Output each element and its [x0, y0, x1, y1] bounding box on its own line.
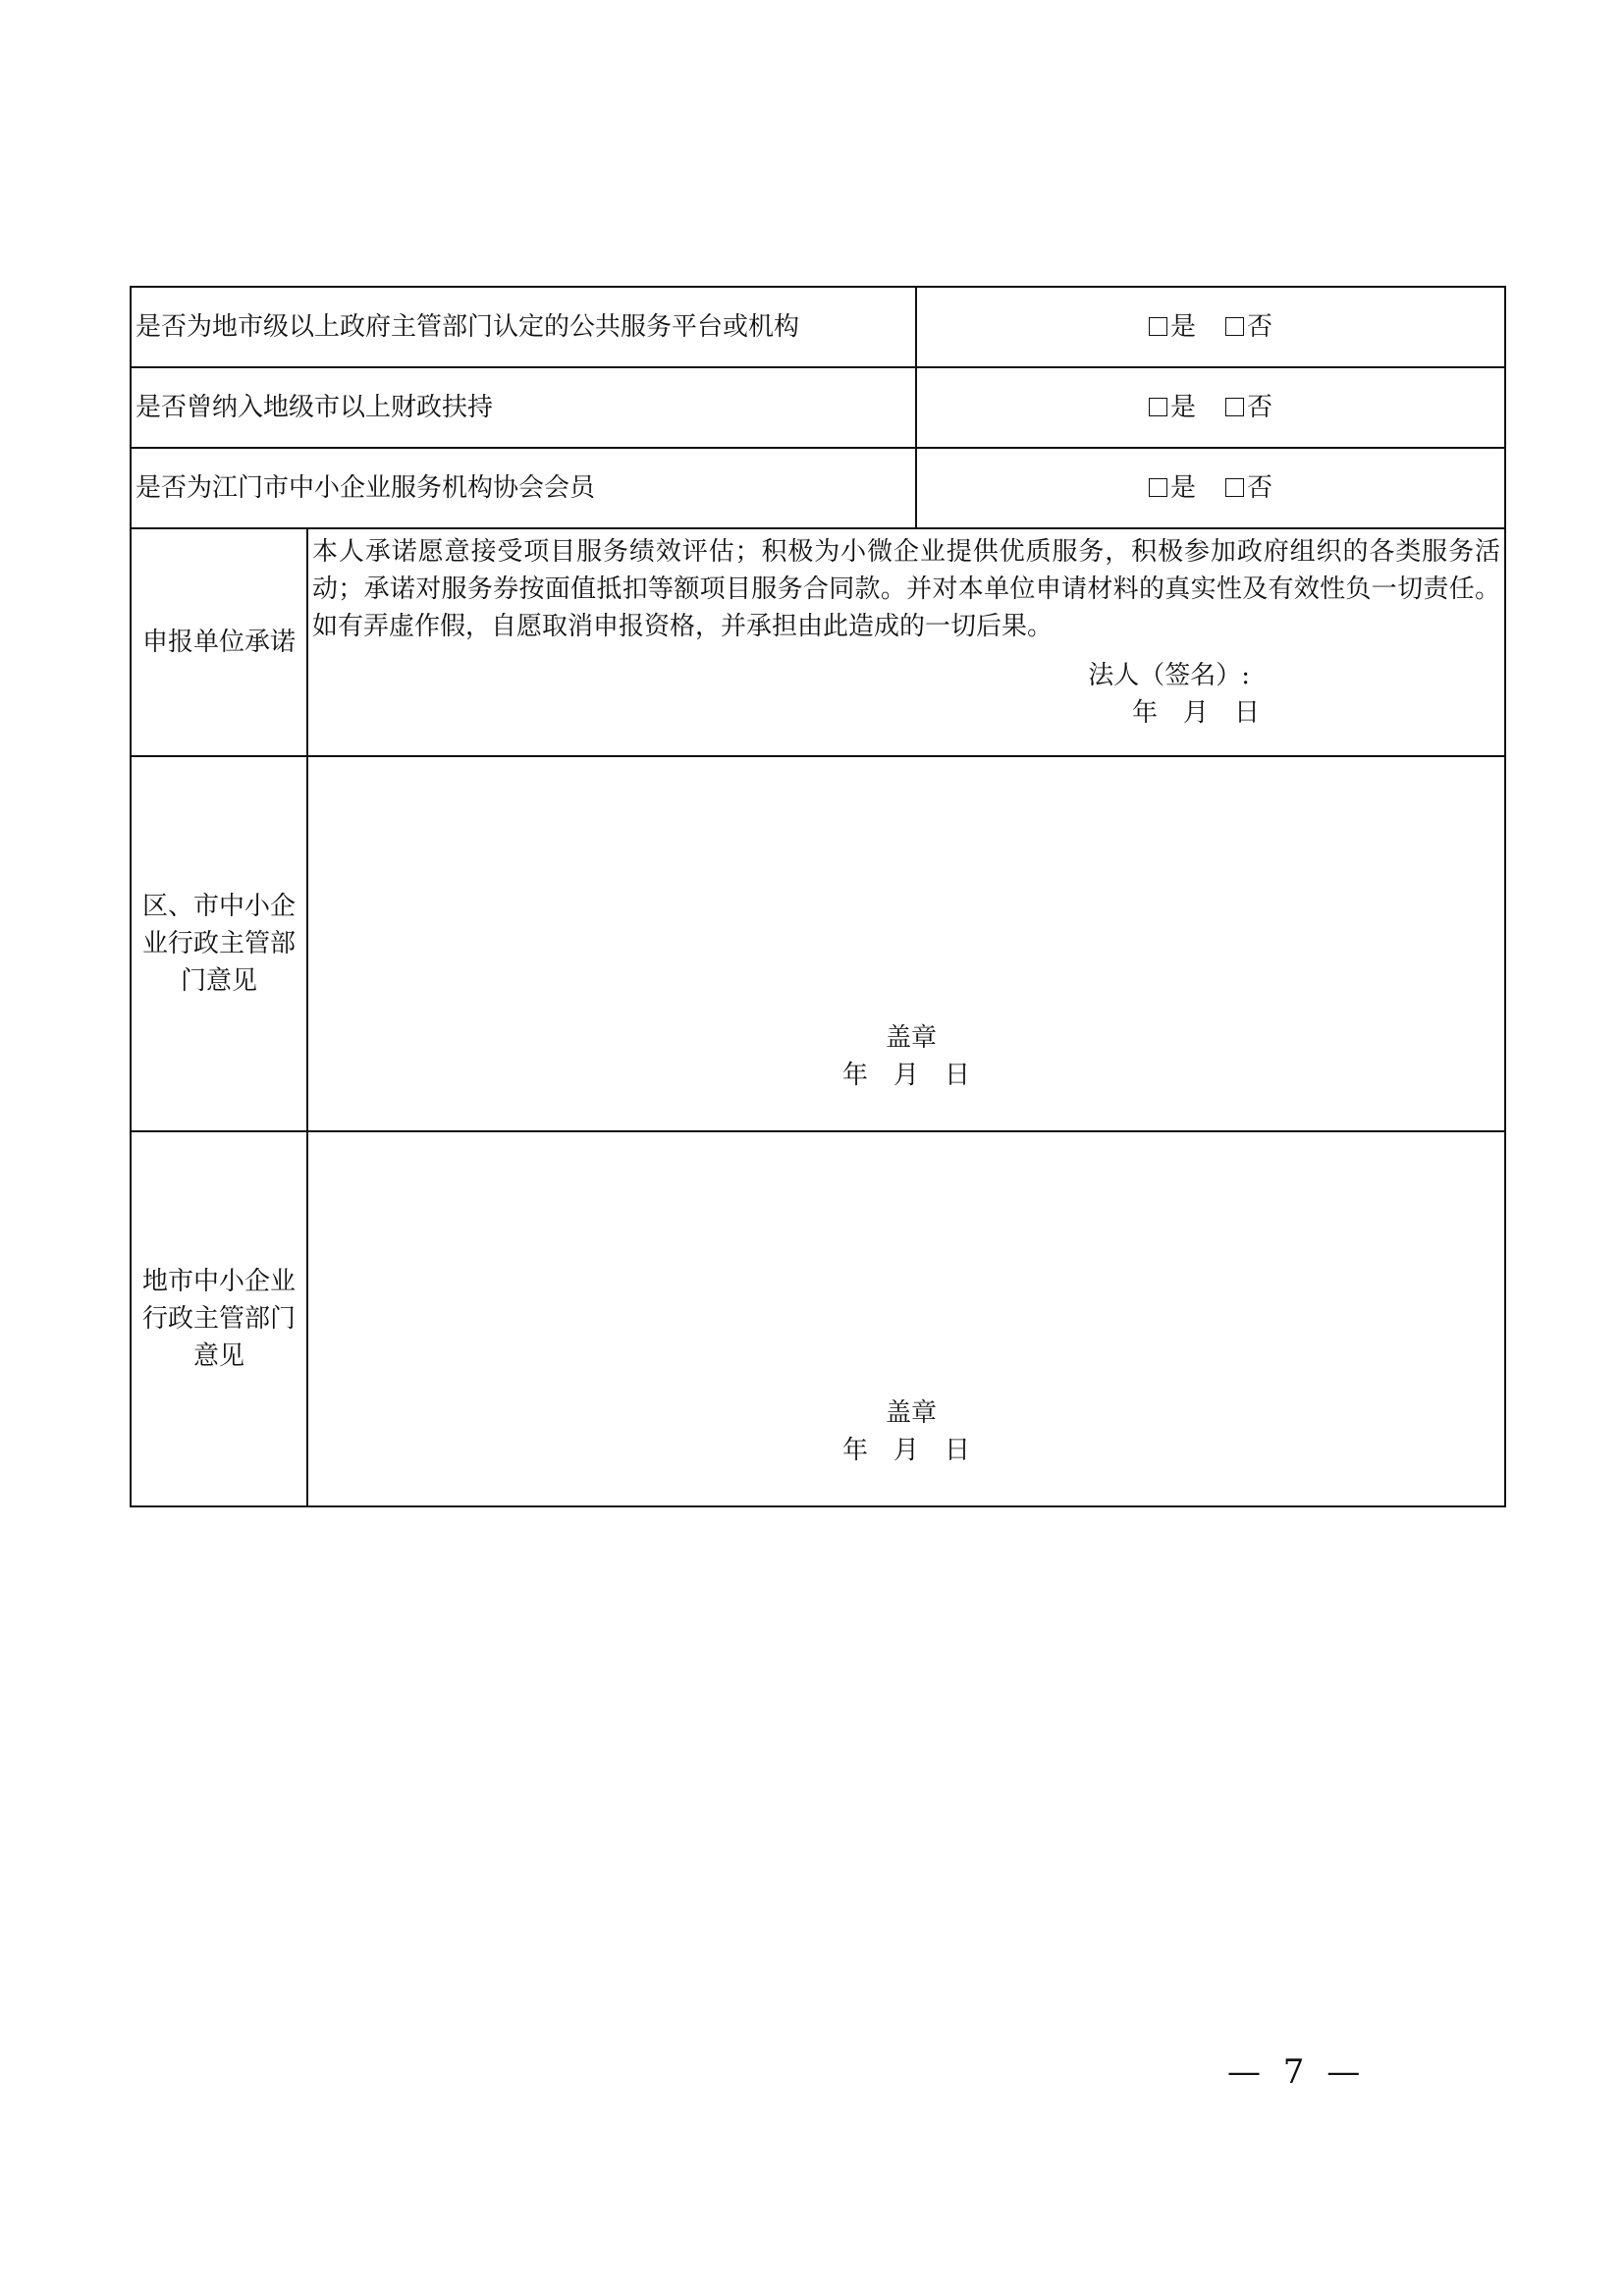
yes-no-choice	[916, 367, 1505, 448]
question-financial-support: 是否曾纳入地级市以上财政扶持	[131, 367, 916, 448]
signature-block	[312, 657, 1500, 732]
seal-date: 年 月 日	[842, 1436, 971, 1465]
district-opinion-label: 区、市中小企业行政主管部门意见	[131, 756, 307, 1131]
seal-date: 年 月 日	[842, 1061, 971, 1090]
checkbox-yes[interactable]: 是	[1149, 308, 1196, 346]
city-opinion-label: 地市中小企业行政主管部门意见	[131, 1131, 307, 1506]
district-opinion-cell[interactable]	[307, 756, 1505, 1131]
signature-label: 法人（签名）:	[1088, 661, 1251, 690]
table-row	[131, 287, 1505, 367]
promise-cell[interactable]	[307, 528, 1505, 756]
signature-date: 年 月 日	[1132, 698, 1261, 728]
district-seal-block	[308, 1019, 1504, 1094]
checkbox-no[interactable]: 否	[1225, 308, 1272, 346]
question-public-platform: 是否为地市级以上政府主管部门认定的公共服务平台或机构	[131, 287, 916, 367]
checkbox-icon	[1225, 478, 1244, 497]
table-row	[131, 756, 1505, 1131]
promise-text: 本人承诺愿意接受项目服务绩效评估；积极为小微企业提供优质服务，积极参加政府组织的各类服务活动；承诺对服务券按面值抵扣等额项目服务合同款。并对本单位申请材料的真实性及有效性负一切责任。如有弄虚作假，自愿取消申报资格，并承担由此造成的一切后果。	[312, 537, 1501, 641]
table-row	[131, 528, 1505, 756]
checkbox-icon	[1225, 317, 1244, 336]
checkbox-icon	[1225, 398, 1244, 416]
application-form-table	[130, 286, 1506, 1507]
checkbox-icon	[1149, 317, 1167, 336]
yes-no-choice	[916, 287, 1505, 367]
city-opinion-cell[interactable]	[307, 1131, 1505, 1506]
checkbox-yes[interactable]: 是	[1149, 389, 1196, 426]
checkbox-no[interactable]: 否	[1225, 469, 1272, 507]
seal-label: 盖章	[886, 1398, 938, 1428]
seal-label: 盖章	[886, 1023, 938, 1053]
checkbox-yes[interactable]: 是	[1149, 469, 1196, 507]
checkbox-icon	[1149, 478, 1167, 497]
yes-no-choice	[916, 448, 1505, 528]
city-seal-block	[308, 1394, 1504, 1469]
table-row	[131, 1131, 1505, 1506]
promise-label: 申报单位承诺	[131, 528, 307, 756]
page-number: — 7 —	[1227, 2052, 1367, 2092]
checkbox-icon	[1149, 398, 1167, 416]
table-row	[131, 367, 1505, 448]
question-association-member: 是否为江门市中小企业服务机构协会会员	[131, 448, 916, 528]
checkbox-no[interactable]: 否	[1225, 389, 1272, 426]
table-row	[131, 448, 1505, 528]
